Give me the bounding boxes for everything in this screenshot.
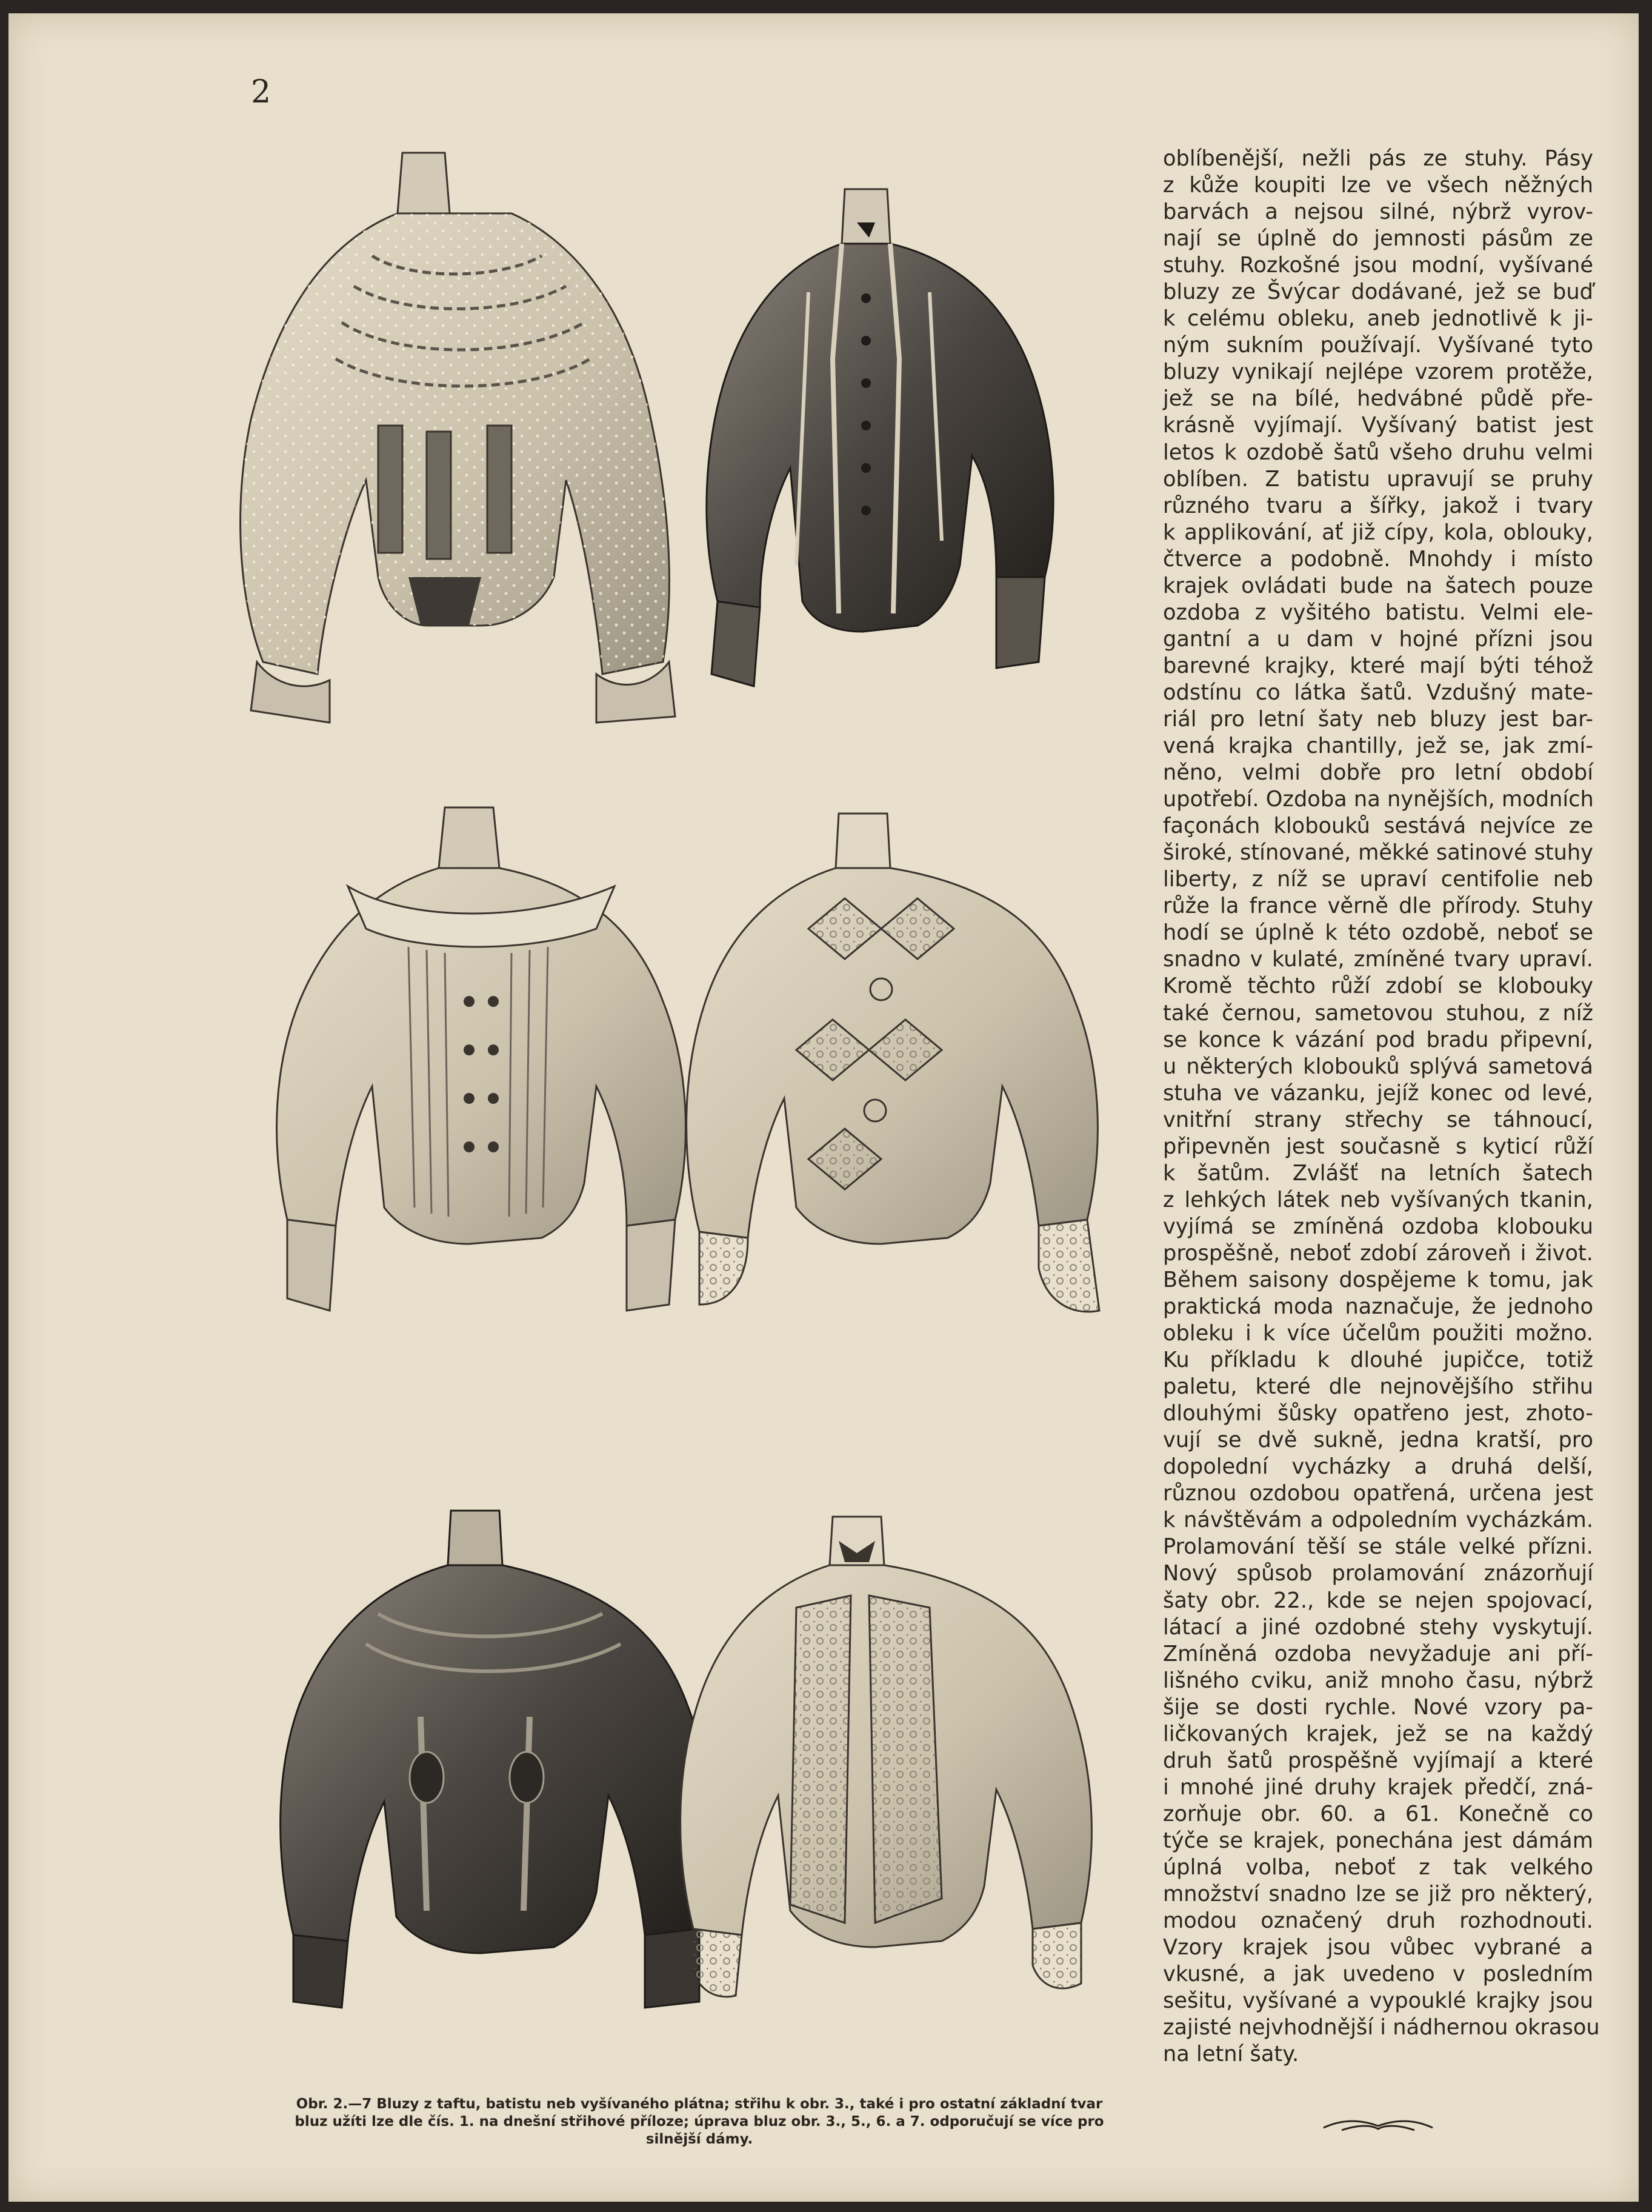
article-line: ličkovaných krajek, jež se na každý xyxy=(1163,1721,1593,1746)
article-line: i mnohé jiné druhy krajek předčí, zná- xyxy=(1163,1774,1593,1800)
article-line: vkusné, a jak uvedeno v posledním xyxy=(1163,1962,1593,1987)
article-line: Během saisony dospějeme k tomu, jak xyxy=(1163,1267,1593,1292)
article-line: Prolamování těší se stále velké přízni. xyxy=(1163,1534,1593,1560)
article-line: z kůže koupiti lze ve všech něžných xyxy=(1163,173,1593,198)
caption-line: Obr. 2.—7 Bluzy z taftu, batistu neb vyšívaného plátna; střihu k obr. 3., také i pro ostatní základní tvar xyxy=(296,2096,1103,2112)
article-line: také černou, sametovou stuhou, z níž xyxy=(1163,1000,1593,1026)
article-line: upotřebí. Ozdoba na nynějších, modních xyxy=(1163,787,1594,812)
article-line: se konce k vázání pod bradu připevní, xyxy=(1163,1027,1593,1052)
blouse-4 xyxy=(687,814,1099,1312)
article-line: k celému obleku, aneb jednotlivě k ji- xyxy=(1163,306,1593,332)
caption-line: silnější dámy. xyxy=(645,2131,753,2147)
article-line: snadno v kulaté, zmíněné tvary upraví. xyxy=(1163,947,1593,972)
article-line: čtverce a podobně. Mnohdy i místo xyxy=(1163,546,1593,572)
article-line: letos k ozdobě šatů všeho druhu velmi xyxy=(1163,439,1593,465)
article-line: na letní šaty. xyxy=(1163,2042,1299,2067)
blouse-2 xyxy=(707,189,1053,686)
article-line: krásně vyjímají. Vyšívaný batist jest xyxy=(1163,413,1593,438)
article-line: vují se dvě sukně, jedna kratší, pro xyxy=(1163,1428,1593,1453)
article-line: vyjímá se zmíněná ozdoba klobouku xyxy=(1163,1214,1593,1239)
article-line: široké, stínované, měkké satinové stuhy xyxy=(1163,840,1593,866)
blouse-5 xyxy=(281,1511,710,2008)
article-line: z lehkých látek neb vyšívaných tkanin, xyxy=(1163,1187,1593,1212)
magazine-page xyxy=(8,13,1639,2202)
article-line: množství snadno lze se již pro některý, xyxy=(1163,1882,1593,1907)
article-line: praktická moda naznačuje, že jednoho xyxy=(1163,1294,1593,1320)
article-line: nají se úplně do jemnosti pásům ze xyxy=(1163,226,1593,252)
article-line: krajek ovládati bude na šatech pouze xyxy=(1163,573,1593,598)
article-line: něno, velmi dobře pro letní období xyxy=(1163,760,1593,786)
article-line: odstínu co látka šatů. Vzdušný mate- xyxy=(1163,680,1593,705)
article-line: oblíben. Z batistu upravují se pruhy xyxy=(1163,466,1593,492)
article-line: gantní a u dam v hojné přízni jsou xyxy=(1163,626,1593,652)
article-line: k šatům. Zvlášť na letních šatech xyxy=(1163,1160,1593,1186)
article-line: připevněn jest současně s kyticí růží xyxy=(1163,1134,1593,1159)
article-line: paletu, které dle nejnovějšího střihu xyxy=(1163,1374,1593,1400)
article-line: barvách a nejsou silné, nýbrž vyrov- xyxy=(1163,199,1593,225)
article-line: vnitřní strany střechy se táhnoucí, xyxy=(1163,1107,1593,1132)
article-line: sešitu, vyšívané a vypouklé krajky jsou xyxy=(1163,1988,1593,2014)
article-line: vená krajka chantilly, jež se, jak zmí- xyxy=(1163,733,1593,759)
fleuron-ornament xyxy=(1317,2117,1439,2135)
article-line: façonách klobouků sestává nejvíce ze xyxy=(1163,814,1593,839)
article-line: ným sukním používají. Vyšívané tyto xyxy=(1163,333,1593,358)
article-line: prospěšně, neboť zdobí zároveň i život. xyxy=(1163,1240,1593,1266)
article-line: Nový spůsob prolamování znázorňují xyxy=(1163,1561,1593,1586)
article-line: k návštěvám a odpoledním vycházkám. xyxy=(1163,1508,1593,1533)
blouse-3 xyxy=(277,807,686,1311)
article-line: modou označený druh rozhodnouti. xyxy=(1163,1908,1593,1934)
blouse-1 xyxy=(241,153,675,723)
article-line: k applikování, ať již cípy, kola, oblouky, xyxy=(1163,520,1593,545)
article-line: barevné krajky, které mají býti téhož xyxy=(1163,653,1593,678)
page-number: 2 xyxy=(251,74,271,110)
article-line: lišného cviku, aniž mnoho času, nýbrž xyxy=(1163,1668,1593,1693)
article-line: úplná volba, neboť z tak velkého xyxy=(1163,1855,1593,1880)
article-line: šaty obr. 22., kde se nejen spojovací, xyxy=(1163,1588,1593,1613)
article-line: obleku i k více účelům použiti možno. xyxy=(1163,1321,1593,1346)
margin-mark xyxy=(1645,1941,1648,1943)
article-line: Ku příkladu k dlouhé jupičce, totiž xyxy=(1163,1348,1593,1373)
article-line: různého tvaru a šířky, jakož i tvary xyxy=(1163,493,1593,518)
article-line: šije se dosti rychle. Nové vzory pa- xyxy=(1163,1694,1593,1720)
article-line: Zmíněná ozdoba nevyžaduje ani pří- xyxy=(1163,1641,1593,1666)
article-line: stuhy. Rozkošné jsou modní, vyšívané xyxy=(1163,253,1593,278)
article-line: dlouhými šůsky opatřeno jest, zhoto- xyxy=(1163,1401,1593,1426)
article-line: týče se krajek, ponechána jest dámám xyxy=(1163,1828,1593,1853)
article-line: riál pro letní šaty neb bluzy jest bar- xyxy=(1163,706,1593,732)
article-line: bluzy ze Švýcar dodávané, jež se buď xyxy=(1163,279,1593,305)
article-line: Vzory krajek jsou vůbec vybrané a xyxy=(1163,1935,1593,1960)
article-line: dopolední vycházky a druhá delší, xyxy=(1163,1454,1593,1480)
blouse-6 xyxy=(681,1517,1092,1997)
article-line: jež se na bílé, hedvábné půdě pře- xyxy=(1163,386,1593,412)
article-text xyxy=(1163,145,1600,2068)
blouse-illustrations xyxy=(227,141,1172,2087)
caption-line: bluz užíti lze dle čís. 1. na dnešní střihové příloze; úprava bluz obr. 3., 5., 6. a 7. odporučují se více pro xyxy=(295,2114,1104,2130)
article-line: látací a jiné ozdobné stehy vyskytují. xyxy=(1163,1614,1593,1640)
article-line: u některých klobouků splývá sametová xyxy=(1163,1054,1593,1079)
article-line: liberty, z níž se upraví centifolie neb xyxy=(1163,867,1593,892)
article-line: ozdoba z vyšitého batistu. Velmi ele- xyxy=(1163,600,1593,625)
article-line: druh šatů prospěšně vyjímají a které xyxy=(1163,1748,1593,1773)
article-line: různou ozdobou opatřená, určena jest xyxy=(1163,1481,1593,1506)
article-line: bluzy vynikají nejlépe vzorem protěže, xyxy=(1163,359,1593,385)
article-line: oblíbenější, nežli pás ze stuhy. Pásy xyxy=(1163,146,1593,171)
article-line: zorňuje obr. 60. a 61. Konečně co xyxy=(1163,1801,1593,1826)
article-line: hodí se úplně k této ozdobě, neboť se xyxy=(1163,920,1593,946)
article-line: stuha ve vázanku, jejíž konec od levé, xyxy=(1163,1080,1593,1106)
figure-caption xyxy=(239,2096,1160,2148)
article-line: zajisté nejvhodnější i nádhernou okrasou xyxy=(1163,2015,1600,2040)
article-line: růže la france věrně dle přírody. Stuhy xyxy=(1163,894,1593,919)
article-line: Kromě těchto růží zdobí se klobouky xyxy=(1163,974,1593,999)
